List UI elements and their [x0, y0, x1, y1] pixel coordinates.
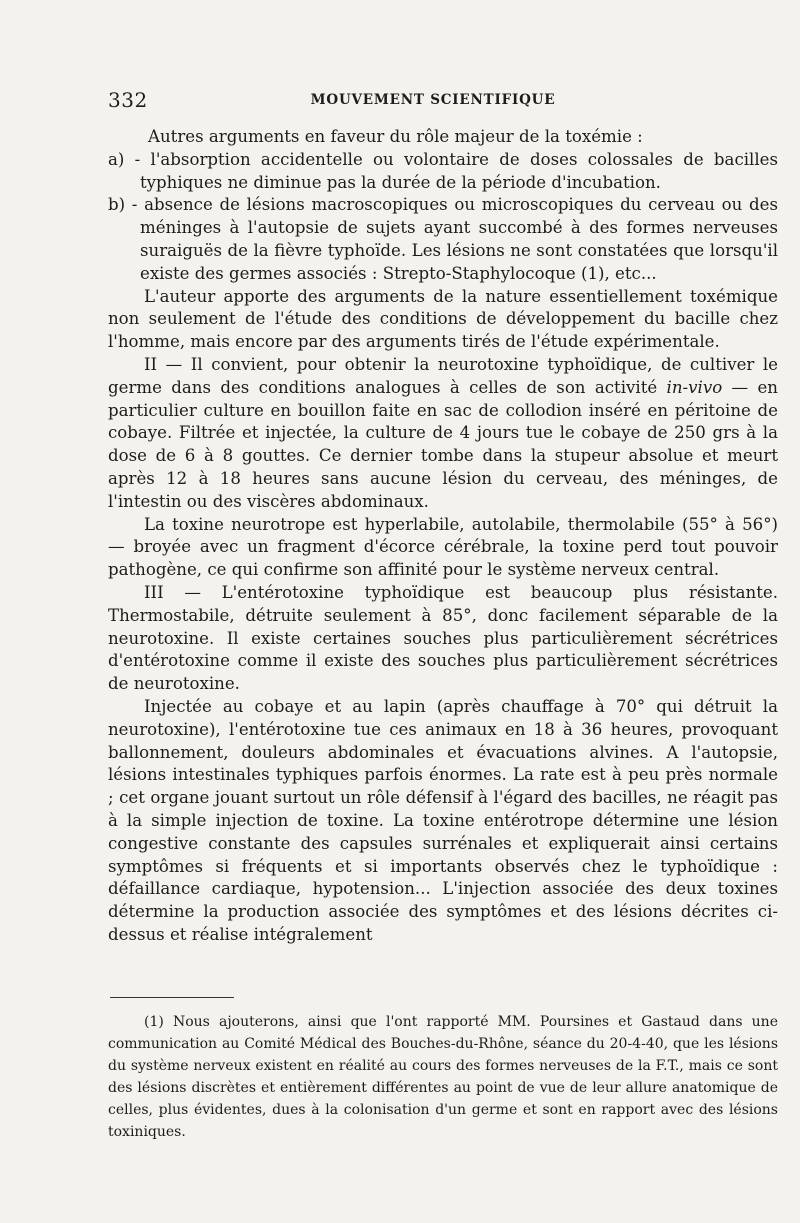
body-text: [108, 126, 778, 947]
footnote: [108, 1011, 778, 1144]
paragraph-injection: Injectée au cobaye et au lapin (après chauffage à 70° qui détruit la neurotoxine), l'entérotoxine tue ces animaux en 18 à 36 heures, provoquant ballonnement, douleurs abdominales et évacuations alvines. A l'autopsie, lésions intestinales typhiques parfois énormes. La rate est à peu près normale ; cet organe jouant surtout un rôle défensif à l'égard des bacilles, ne réagit pas à la simple injection de toxine. La toxine entérotrope détermine une lésion congestive constante des capsules surrénales et expliquerait ainsi certains symptômes si fréquents et si importants observés chez le typhoïdique : défaillance cardiaque, hypotension... L'injection associée des deux toxines détermine la production associée des symptômes et des lésions décrites ci-dessus et réalise intégralement: [108, 696, 778, 944]
list-item-a: a) - l'absorption accidentelle ou volontaire de doses colossales de bacilles typhiques ne diminue pas la durée de la période d'incubation.: [108, 149, 778, 192]
list-item-b: b) - absence de lésions macroscopiques ou microscopiques du cerveau ou des méninges à l'autopsie de sujets ayant succombé à des formes nerveuses suraiguës de la fièvre typhoïde. Les lésions ne sont constatées que lorsqu'il existe des germes associés : Strepto-Staphylocoque (1), etc...: [108, 195, 778, 283]
page-header: [108, 88, 758, 114]
paragraph-toxin: La toxine neurotrope est hyperlabile, autolabile, thermolabile (55° à 56°) — broyée avec un fragment d'écorce cérébrale, la toxine perd tout pouvoir pathogène, ce qui confirme son affinité pour le système nerveux central.: [108, 514, 778, 580]
paragraph-ii: [108, 354, 778, 514]
paragraph-ii-start: II — Il convient, pour obtenir la neurotoxine typhoïdique, de cultiver le germe dans des conditions analogues à celles de son activité: [108, 354, 778, 397]
intro-paragraph: Autres arguments en faveur du rôle majeur de la toxémie :: [148, 127, 643, 146]
footnote-text: (1) Nous ajouterons, ainsi que l'ont rapporté MM. Poursines et Gastaud dans une communication au Comité Médical des Bouches-du-Rhône, séance du 20-4-40, que les lésions du système nerveux existent en réalité au cours des formes nerveuses de la F.T., mais ce sont des lésions discrètes et entièrement différentes au point de vue de leur allure anatomique de celles, plus évidentes, dues à la colonisation d'un germe et sont en rapport avec des lésions toxiniques.: [108, 1014, 778, 1141]
paragraph-ii-italic: in-vivo: [666, 377, 723, 397]
paragraph-iii: III — L'entérotoxine typhoïdique est beaucoup plus résistante. Thermostabile, détruite seulement à 85°, donc facilement séparable de la neurotoxine. Il existe certaines souches plus particulièrement sécrétrices d'entérotoxine comme il existe des souches plus particulièrement sécrétrices de neurotoxine.: [108, 582, 778, 694]
page-number: 332: [108, 88, 148, 112]
running-title: MOUVEMENT SCIENTIFIQUE: [310, 92, 556, 108]
footnote-divider: [110, 997, 234, 998]
paragraph-author: L'auteur apporte des arguments de la nature essentiellement toxémique non seulement de l'étude des conditions de développement du bacille chez l'homme, mais encore par des arguments tirés de l'étude expérimentale.: [108, 286, 778, 352]
paragraph-ii-end: — en particulier culture en bouillon faite en sac de collodion inséré en péritoine de cobaye. Filtrée et injectée, la culture de 4 jours tue le cobaye de 250 grs à la dose de 6 à 8 gouttes. Ce dernier tombe dans la stupeur absolue et meurt après 12 à 18 heures sans aucune lésion du cerveau, des méninges, de l'intestin ou des viscères abdominaux.: [108, 377, 778, 511]
